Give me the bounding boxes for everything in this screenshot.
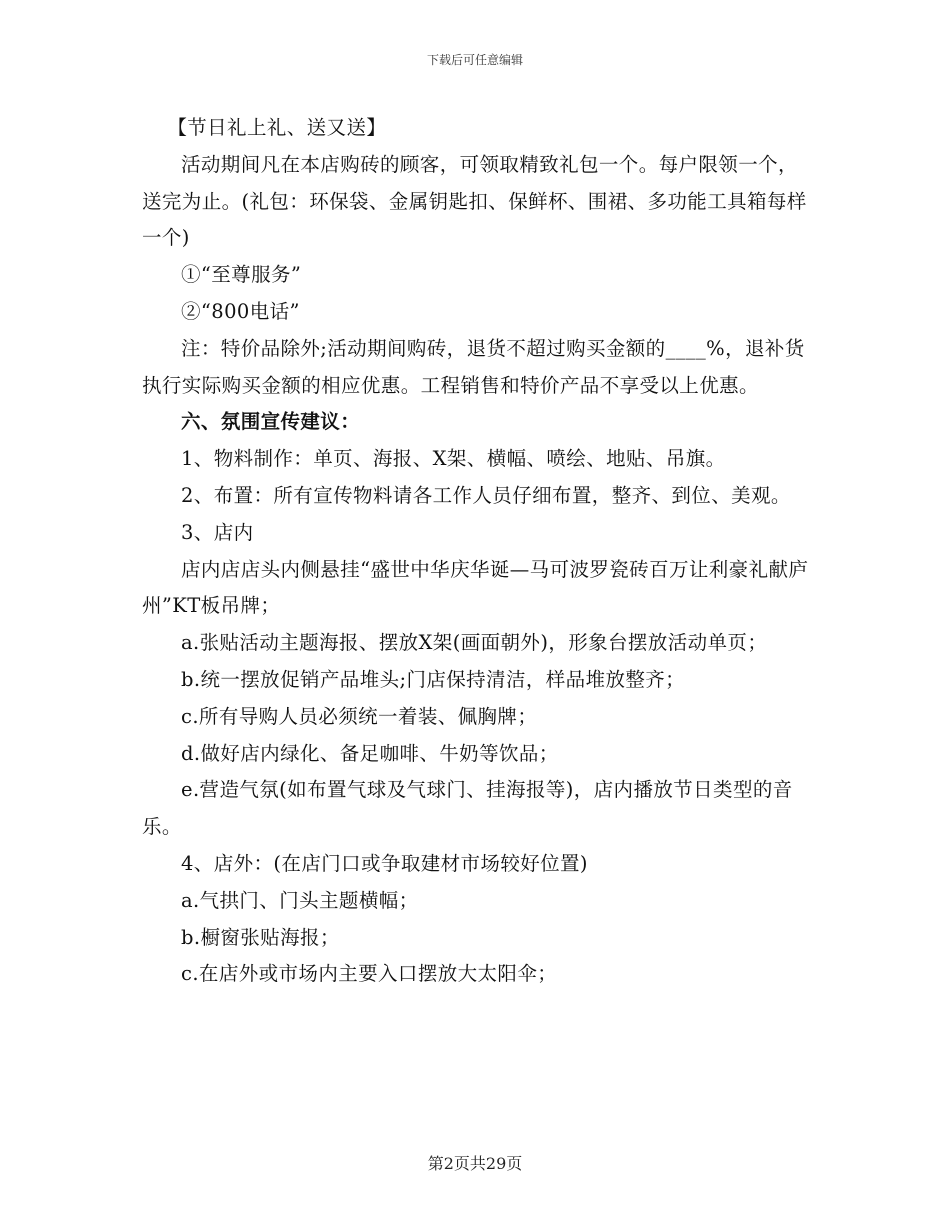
outside-item-c: c.在店外或市场内主要入口摆放大太阳伞； bbox=[181, 962, 558, 986]
page-header: 下载后可任意编辑 bbox=[426, 53, 523, 67]
outside-item-a: a.气拱门、门头主题横幅； bbox=[181, 888, 419, 912]
outside-item-b: b.橱窗张贴海报； bbox=[181, 925, 340, 949]
paragraph-gift-title: 【节日礼上礼、送又送】 bbox=[167, 116, 387, 139]
paragraph-note: 注：特价品除外;活动期间购砖，退货不超过购买金额的____%，退补货执行实际购买金额的相应优惠。工程销售和特价产品不享受以上优惠。 bbox=[142, 336, 805, 397]
paragraph-in-store-heading: 3、店内 bbox=[181, 520, 254, 544]
list-item-c: c.所有导购人员必须统一着装、佩胸牌； bbox=[181, 704, 538, 728]
document-body bbox=[142, 110, 810, 993]
paragraph-materials: 1、物料制作：单页、海报、X架、横幅、喷绘、地贴、吊旗。 bbox=[181, 447, 726, 471]
list-item-d: d.做好店内绿化、备足咖啡、牛奶等饮品； bbox=[181, 741, 559, 765]
paragraph-in-store-banner: 店内店店头内侧悬挂“盛世中华庆华诞—马可波罗瓷砖百万让利豪礼献庐州”KT板吊牌； bbox=[142, 557, 809, 618]
paragraph-service-1: ①“至尊服务” bbox=[181, 263, 302, 287]
paragraph-arrangement: 2、布置：所有宣传物料请各工作人员仔细布置，整齐、到位、美观。 bbox=[181, 483, 791, 507]
paragraph-service-2: ②“800电话” bbox=[181, 299, 300, 323]
list-item-e: e.营造气氛(如布置气球及气球门、挂海报等)，店内播放节日类型的音乐。 bbox=[142, 778, 793, 839]
paragraph-gift-desc: 活动期间凡在本店购砖的顾客，可领取精致礼包一个。每户限领一个，送完为止。(礼包：环保袋、金属钥匙扣、保鲜杯、围裙、多功能工具箱每样一个) bbox=[142, 152, 807, 250]
list-item-b: b.统一摆放促销产品堆头;门店保持清洁，样品堆放整齐； bbox=[181, 667, 686, 691]
list-item-a: a.张贴活动主题海报、摆放X架(画面朝外)，形象台摆放活动单页； bbox=[181, 631, 768, 655]
section-heading-6: 六、氛围宣传建议： bbox=[181, 410, 361, 434]
paragraph-outside-heading: 4、店外：(在店门口或争取建材市场较好位置) bbox=[181, 851, 588, 875]
page-footer: 第2页共29页 bbox=[427, 1154, 523, 1173]
